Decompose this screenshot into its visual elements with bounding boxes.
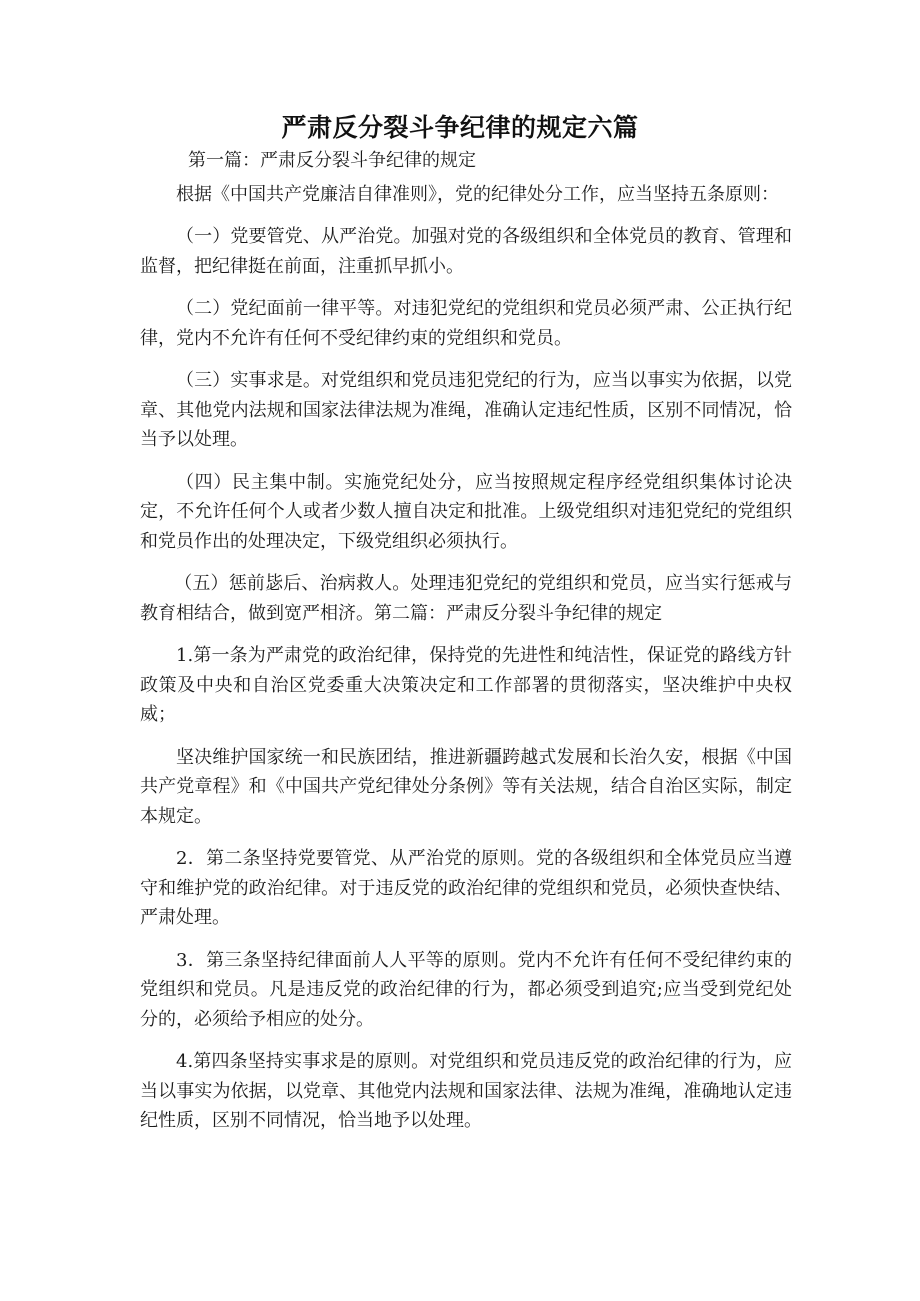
paragraph: 3．第三条坚持纪律面前人人平等的原则。党内不允许有任何不受纪律约束的党组织和党员。凡是违反党的政治纪律的行为，都必须受到追究;应当受到党纪处分的，必须给予相应的处分。 <box>140 949 792 1030</box>
document-body <box>140 146 792 1149</box>
paragraph: （四）民主集中制。实施党纪处分，应当按照规定程序经党组织集体讨论决定，不允许任何个人或者少数人擅自决定和批准。上级党组织对违犯党纪的党组织和党员作出的处理决定，下级党组织必须执行。 <box>140 471 792 552</box>
paragraph: 根据《中国共产党廉洁自律准则》，党的纪律处分工作，应当坚持五条原则： <box>176 183 779 205</box>
paragraph: 1.第一条为严肃党的政治纪律，保持党的先进性和纯洁性，保证党的路线方针政策及中央和自治区党委重大决策决定和工作部署的贯彻落实，坚决维护中央权威； <box>140 645 792 725</box>
paragraph: （一）党要管党、从严治党。加强对党的各级组织和全体党员的教育、管理和监督，把纪律挺在前面，注重抓早抓小。 <box>140 226 792 277</box>
paragraph: 2．第二条坚持党要管党、从严治党的原则。党的各级组织和全体党员应当遵守和维护党的政治纪律。对于违反党的政治纪律的党组织和党员，必须快查快结、严肃处理。 <box>140 848 792 928</box>
document-title: 严肃反分裂斗争纪律的规定六篇 <box>281 113 639 142</box>
paragraph: （二）党纪面前一律平等。对违犯党纪的党组织和党员必须严肃、公正执行纪律，党内不允许有任何不受纪律约束的党组织和党员。 <box>140 298 792 349</box>
paragraph: 坚决维护国家统一和民族团结，推进新疆跨越式发展和长治久安，根据《中国共产党章程》和《中国共产党纪律处分条例》等有关法规，结合自治区实际，制定本规定。 <box>140 746 792 827</box>
paragraph: 4.第四条坚持实事求是的原则。对党组织和党员违反党的政治纪律的行为，应当以事实为依据，以党章、其他党内法规和国家法律、法规为准绳，准确地认定违纪性质，区别不同情况，恰当地予以处理。 <box>140 1051 792 1131</box>
paragraph: （三）实事求是。对党组织和党员违犯党纪的行为，应当以事实为依据，以党章、其他党内法规和国家法律法规为准绳，准确认定违纪性质，区别不同情况，恰当予以处理。 <box>140 370 792 450</box>
paragraph: （五）惩前毖后、治病救人。处理违犯党纪的党组织和党员，应当实行惩戒与教育相结合，做到宽严相济。第二篇：严肃反分裂斗争纪律的规定 <box>140 573 792 624</box>
section-subheading: 第一篇：严肃反分裂斗争纪律的规定 <box>188 150 476 171</box>
